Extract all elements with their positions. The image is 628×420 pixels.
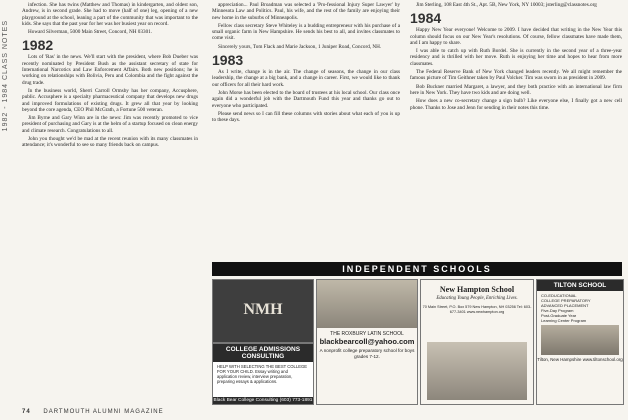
magazine-title: DARTMOUTH ALUMNI MAGAZINE [43, 409, 164, 415]
section-banner: INDEPENDENT SCHOOLS [212, 262, 622, 276]
ad-tagline: Educating Young People, Enriching Lives. [436, 296, 518, 301]
list-item: Post-Graduate Year [541, 313, 577, 318]
ad-title: COLLEGE ADMISSIONS CONSULTING [213, 344, 313, 362]
paragraph: Please send news so I can fill these columns with stories about what each of you is up to these days. [212, 110, 400, 124]
paragraph: I was able to catch up with Ruth Bordel. She is currently in the second year of a three-year residency and is thrilled with her move. Ruth is enjoying her time and hopes to hear from more classmates. [410, 48, 622, 67]
paragraph: Bob Buckner married Margaret, a lawyer, and they both practice with an international law firm here in New York. They have two kids and are doing well. [410, 83, 622, 96]
ads-area [212, 279, 622, 404]
column-2 [212, 2, 400, 257]
page-footer [22, 409, 622, 415]
side-tab-label: 1982 - 1984 CLASS NOTES [2, 20, 9, 132]
signature: Sincerely yours, Tom Flack and Marie Jackson, 1 Juniper Road, Concord, NH. [218, 43, 382, 50]
list-item: ADVANCED PLACEMENT [541, 303, 589, 308]
class-year-heading: 1982 [22, 37, 54, 54]
ad-new-hampton-school[interactable] [420, 279, 534, 405]
paragraph: In the business world, Sherri Carroll Ormsby has her company, Accusphere, public. Accusphere is a specialty pharmaceutical company that develops new drugs and improved formulations of existing drugs. It grew all that year by looking beyond the core agenda, CEO Phil McGrath, a Fortune 500 veteran. [22, 87, 198, 113]
ad-body: HELP WITH SELECTING THE BEST COLLEGE FOR YOUR CHILD. Essay writing and application review, interview preparation, preparing essays & applications. [217, 364, 308, 384]
ad-contact: Black Bear College Consulting (603) 773-1891 [213, 398, 313, 403]
ad-photo [427, 342, 527, 400]
paragraph: Lots of 'Ras' in the news. We'll start with the president, where Bob Dueber was recently nominated by President Bush as the assistant secretary of state for International Narcotics and Law Enforcement Affairs. Both new positions; he is working on relationships with Bolivia, Peru and Colombia and the fight against the drug trade. [22, 54, 198, 86]
ad-photo [317, 280, 417, 328]
ad-features [537, 293, 623, 323]
class-year-heading: 1983 [212, 52, 244, 69]
signature: Howard Silverman, 5000 Main Street, Concord, NH 03301. [28, 29, 153, 36]
column-1 [22, 2, 198, 406]
ad-college-consulting[interactable] [212, 343, 314, 405]
svg-text:NMH: NMH [243, 301, 283, 318]
ad-school-name: TILTON SCHOOL [537, 280, 623, 291]
ad-school-name: New Hampton School [439, 285, 515, 294]
paragraph: Jim Byrne and Gary Winn are in the news: Jim was recently promoted to vice president of purchasing and Gary is at the helm of a startup focused on clean energy and climate research. Congratulations to all. [22, 115, 198, 134]
ad-nmh[interactable] [212, 279, 314, 343]
ad-address: 70 Main Street, P.O. Box 579 New Hampton, NH 03256 Tel: 603-677-3401 www.newhampton.org [422, 305, 532, 314]
nmh-logo-icon [213, 280, 313, 342]
paragraph: Happy New Year everyone! Welcome to 2009. I have decided that writing in the New Year this column should focus on our New Year's resolutions. Of course, fellow classmates have made them, and I am happy to share. [410, 27, 622, 46]
class-year-heading: 1984 [410, 10, 442, 27]
ad-photo [541, 325, 619, 355]
paragraph: How does a new co-secretary change a sign bulb? Like everyone else, I finally got a new cell phone. Thanks to Jose and Jenn for sending in their notes this time. [410, 98, 622, 111]
ad-heading: THE ROXBURY LATIN SCHOOL [330, 331, 404, 337]
list-item: COLLEGE PREPARATORY [541, 298, 591, 303]
list-item: Learning Center Program [541, 318, 587, 323]
ad-email: blackbearcoll@yahoo.com [319, 337, 415, 346]
side-tab [0, 0, 14, 420]
paragraph: John you thought we'd be mad at the recent reunion with its many classmates in attendance; it's wonderful to see so many friends back on campus. [22, 136, 198, 149]
paragraph: appreciation... Paul Broadman was selected a 'Pro-fessional Injury Super Lawyer' by Minnesota Law and Politics. Paul, his wife, and the rest of the family are enjoying their new home in the suburbs of Minneapolis. [212, 2, 400, 21]
paragraph: Fellow class secretary Steve Whiteley is a budding entrepreneur with his purchase of a small organic farm in New Hampshire. He sends his best to all, and invites classmates to come visit. [212, 22, 400, 42]
paragraph: As I write, change is in the air. The change of seasons, the change in our class leadership, the change at a big bank, and a change in career. First, we would like to thank our officers for all their hard work. [212, 69, 400, 88]
ad-black-bear[interactable] [316, 279, 418, 405]
page-number: 74 [22, 409, 31, 415]
ad-contact: Tilton, New Hampshire www.tiltonschool.org [537, 357, 623, 362]
column-3 [410, 2, 622, 257]
ad-body: A nonprofit college preparatory school for boys grades 7-12. [319, 348, 415, 359]
list-item: CO-EDUCATIONAL [541, 293, 577, 298]
ad-tilton-school[interactable] [536, 279, 624, 405]
signature: Jim Sterling, 108 East 4th St., Apt. 5B, New York, NY 10003; jsterling@classnotes.org [416, 2, 597, 8]
paragraph: infection. She has twins (Matthew and Thomas) in kindergarten, and oldest son, Andrew, is in second grade. She had to move (half of one) leg, opening of a new playground at the school, leaning a part of the community that was important to the kids. She says that the past year for her was her busiest year on record. [22, 2, 198, 27]
paragraph: The Federal Reserve Bank of New York changed leaders recently. We all might remember the famous picture of Tim Geithner taken by Paul Volcker. Tim was sworn in as president in 2009. [410, 69, 622, 82]
list-item: Five-Day Program [541, 308, 574, 313]
paragraph: John Morse has been elected to the board of trustees at his local school. Our class once again did a wonderful job with the Dartmouth Fund this year and thanks go out to everyone who participated. [212, 89, 400, 109]
